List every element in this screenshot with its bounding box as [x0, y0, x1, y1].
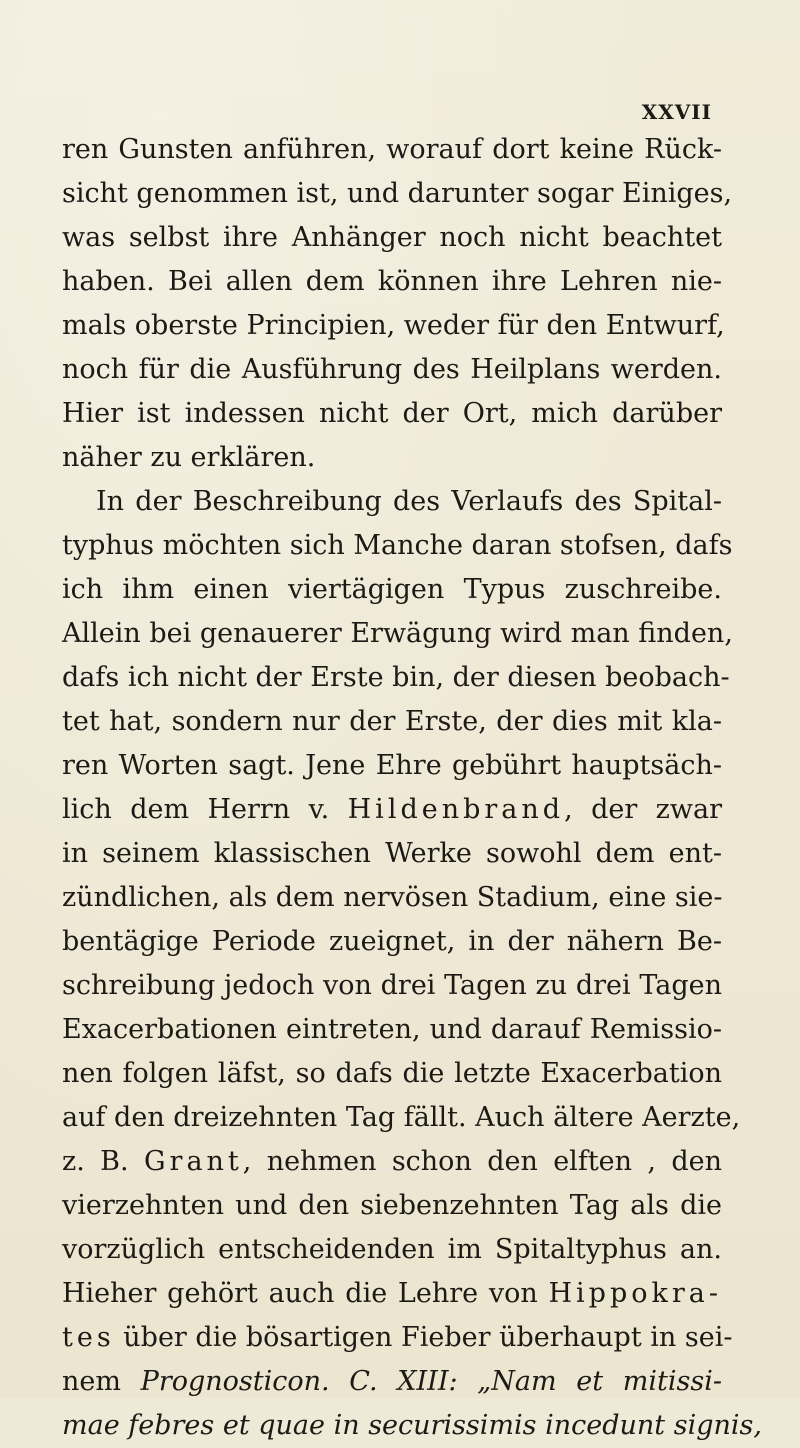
text-line-4: haben. Bei allen dem können ihre Lehren nie-	[62, 266, 722, 297]
text-line-25: vierzehnten und den siebenzehnten Tag als die	[62, 1190, 722, 1221]
text-line-5: mals oberste Principien, weder für den Entwurf,	[62, 310, 725, 341]
text-line-6: noch für die Ausführung des Heilplans werden.	[62, 354, 722, 385]
text-line-17: in seinem klassischen Werke sowohl dem ent-	[62, 838, 722, 869]
text-line-16-pre: lich dem Herrn v.	[62, 794, 348, 825]
text-line-1: ren Gunsten anführen, worauf dort keine Rück-	[62, 134, 722, 165]
spaced-name-hildenbrand: Hildenbrand	[347, 794, 565, 825]
text-line-28	[62, 1316, 733, 1360]
text-line-27-pre: Hieher gehört auch die Lehre von	[62, 1278, 549, 1309]
text-line-19: bentägige Periode zueignet, in der nähern Be-	[62, 926, 722, 957]
text-line-26: vorzüglich entscheidenden im Spitaltyphus an.	[62, 1234, 722, 1265]
page-number: XXVII	[641, 100, 712, 124]
text-line-3: was selbst ihre Anhänger noch nicht beachtet	[62, 222, 722, 253]
text-line-28-post: über die bösartigen Fieber überhaupt in sei-	[114, 1322, 733, 1353]
text-line-18: zündlichen, als dem nervösen Stadium, eine sie-	[62, 882, 723, 913]
text-line-10: typhus möchten sich Manche daran stofsen, dafs	[62, 530, 733, 561]
text-line-24-pre: z. B.	[62, 1146, 144, 1177]
text-line-16	[62, 788, 722, 832]
text-line-16-post: , der zwar	[564, 794, 722, 825]
body-text	[62, 128, 762, 1448]
text-line-14: tet hat, sondern nur der Erste, der dies mit kla-	[62, 706, 722, 737]
text-line-15: ren Worten sagt. Jene Ehre gebührt hauptsäch-	[62, 750, 722, 781]
text-line-29-pre: nem	[62, 1366, 141, 1397]
latin-quote-1: Prognosticon. C. XIII: „Nam et mitissi-	[140, 1366, 722, 1397]
text-line-9: In der Beschreibung des Verlaufs des Spital-	[96, 486, 722, 517]
text-line-13: dafs ich nicht der Erste bin, der diesen beobach-	[62, 662, 730, 693]
text-line-24	[62, 1140, 722, 1184]
text-line-20: schreibung jedoch von drei Tagen zu drei Tagen	[62, 970, 722, 1001]
text-line-30: mae febres et quae in securissimis incedunt signis,	[62, 1410, 762, 1441]
text-line-2: sicht genommen ist, und darunter sogar Einiges,	[62, 178, 733, 209]
text-line-21: Exacerbationen eintreten, und darauf Remissio-	[62, 1014, 722, 1045]
text-line-8: näher zu erklären.	[62, 442, 316, 473]
text-line-22: nen folgen läfst, so dafs die letzte Exacerbation	[62, 1058, 722, 1089]
text-line-23: auf den dreizehnten Tag fällt. Auch ältere Aerzte,	[62, 1102, 741, 1133]
text-line-7: Hier ist indessen nicht der Ort, mich darüber	[62, 398, 722, 429]
spaced-name-grant: Grant	[143, 1146, 243, 1177]
spaced-name-hippokrates-1: Hippokra-	[548, 1278, 722, 1309]
text-line-24-post: , nehmen schon den elften , den	[242, 1146, 722, 1177]
text-line-12: Allein bei genauerer Erwägung wird man finden,	[62, 618, 733, 649]
text-line-11: ich ihm einen viertägigen Typus zuschreibe.	[62, 574, 722, 605]
text-line-27	[62, 1272, 722, 1316]
spaced-name-hippokrates-2: tes	[62, 1322, 115, 1353]
text-line-29	[62, 1360, 722, 1404]
